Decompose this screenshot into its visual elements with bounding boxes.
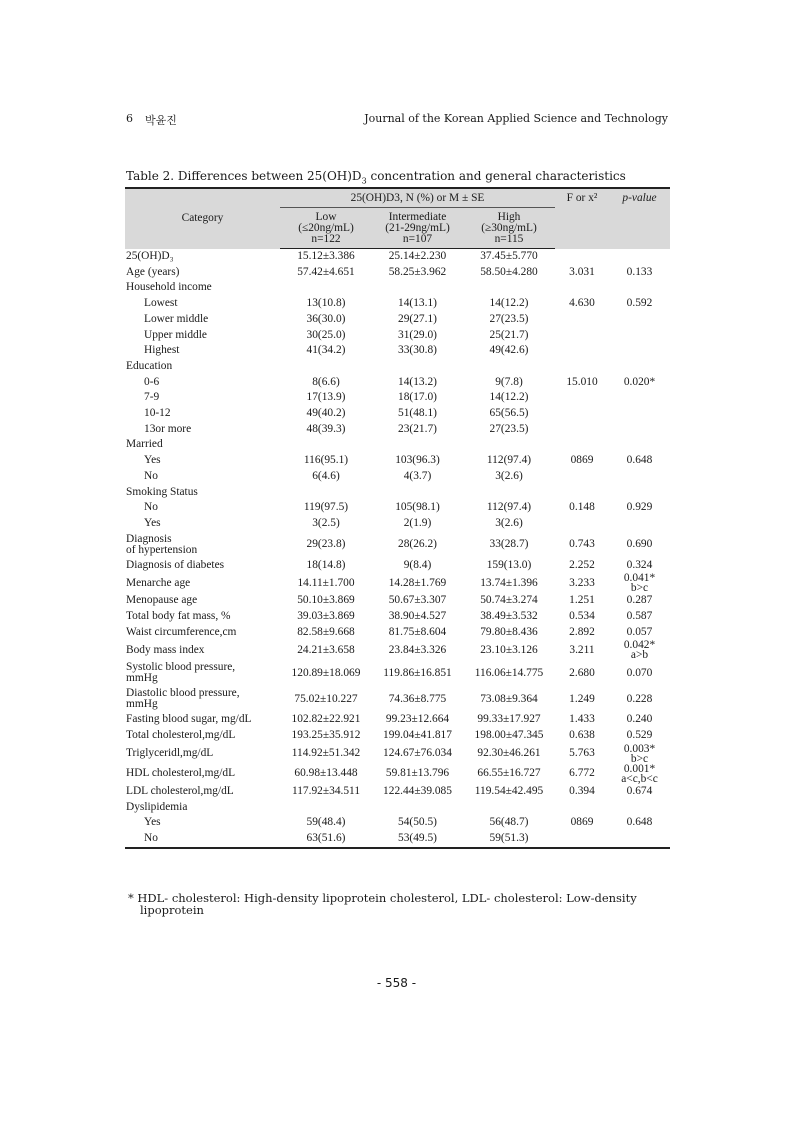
row-label: Lowest xyxy=(144,297,178,310)
cell-mid: 38.90±4.527 xyxy=(388,610,447,623)
cell-p xyxy=(609,312,670,328)
cell-p xyxy=(609,516,670,532)
cell-p xyxy=(609,485,670,501)
cell-mid: 119.86±16.851 xyxy=(383,666,452,679)
cell-high: 13.74±1.396 xyxy=(480,576,538,589)
cell-high: 56(48.7) xyxy=(489,816,529,829)
row-label: Triglyceridl,mg/dL xyxy=(126,747,214,760)
cell-high: 198.00±47.345 xyxy=(474,729,544,742)
cell-high: 14(12.2) xyxy=(489,297,529,310)
cell-high: 27(23.5) xyxy=(489,312,529,325)
cell-mid: 51(48.1) xyxy=(398,407,437,420)
table-row xyxy=(125,500,670,516)
cell-high: 25(21.7) xyxy=(489,328,529,341)
table-row xyxy=(125,573,670,593)
header-low: Low (≤20ng/mL) n=122 xyxy=(280,208,372,249)
cell-high xyxy=(463,485,555,501)
row-label: HDL cholesterol,mg/dL xyxy=(126,767,236,780)
cell-mid: 105(98.1) xyxy=(395,501,440,514)
cell-p: 0.057 xyxy=(626,625,653,638)
cell-mid: 58.25±3.962 xyxy=(388,265,447,278)
cell-low xyxy=(280,485,372,501)
cell-f xyxy=(555,328,609,344)
row-label: Diagnosis of hypertension xyxy=(126,532,198,556)
cell-p: 0.929 xyxy=(626,501,653,514)
cell-f: 15.010 xyxy=(566,375,598,388)
cell-p: 0.587 xyxy=(626,610,653,623)
cell-f xyxy=(555,516,609,532)
cell-f: 0869 xyxy=(570,454,594,467)
cell-mid: 23.84±3.326 xyxy=(388,643,447,656)
row-label: 7-9 xyxy=(144,391,160,404)
cell-low: 8(6.6) xyxy=(312,375,340,388)
cell-p: 0.648 xyxy=(626,816,653,829)
cell-low: 6(4.6) xyxy=(312,469,340,482)
cell-mid: 33(30.8) xyxy=(398,344,437,357)
cell-f: 1.249 xyxy=(569,692,595,705)
cell-low: 193.25±35.912 xyxy=(291,729,361,742)
cell-low: 30(25.0) xyxy=(306,328,346,341)
cell-mid: 14(13.2) xyxy=(398,375,437,388)
header-intermediate: Intermediate (21-29ng/mL) n=107 xyxy=(372,208,463,249)
table-row xyxy=(125,390,670,406)
cell-low: 82.58±9.668 xyxy=(297,625,355,638)
cell-mid: 54(50.5) xyxy=(398,816,437,829)
cell-mid: 23(21.7) xyxy=(398,422,437,435)
cell-p xyxy=(609,831,670,848)
row-label: Married xyxy=(126,438,163,451)
row-label: Total cholesterol,mg/dL xyxy=(126,729,236,742)
table-row xyxy=(125,265,670,281)
row-label: 25(OH)D₃ xyxy=(126,249,174,262)
table-row xyxy=(125,640,670,660)
cell-f xyxy=(555,831,609,848)
cell-mid: 81.75±8.604 xyxy=(388,625,447,638)
cell-p: 0.287 xyxy=(626,594,653,607)
table-row xyxy=(125,280,670,296)
table-row xyxy=(125,625,670,641)
cell-f xyxy=(555,422,609,438)
author-name: 박윤진 xyxy=(145,114,177,127)
cell-high: 14(12.2) xyxy=(489,391,529,404)
row-label: Systolic blood pressure, mmHg xyxy=(126,661,236,685)
cell-f: 4.630 xyxy=(569,297,595,310)
cell-high: 159(13.0) xyxy=(486,558,532,571)
cell-p: 0.133 xyxy=(626,265,653,278)
cell-high: 112(97.4) xyxy=(486,454,532,467)
cell-low: 50.10±3.869 xyxy=(297,594,355,607)
table-row xyxy=(125,516,670,532)
cell-high: 49(42.6) xyxy=(489,344,529,357)
cell-f: 2.252 xyxy=(569,558,595,571)
cell-f xyxy=(555,280,609,296)
cell-f xyxy=(555,249,609,265)
cell-mid: 59.81±13.796 xyxy=(385,767,450,780)
cell-p xyxy=(609,359,670,375)
cell-mid: 103(96.3) xyxy=(395,454,440,467)
table-row xyxy=(125,712,670,728)
cell-low: 14.11±1.700 xyxy=(297,576,355,589)
cell-high: 59(51.3) xyxy=(463,831,555,848)
cell-p: 0.070 xyxy=(626,666,653,679)
cell-f xyxy=(555,312,609,328)
cell-mid: 18(17.0) xyxy=(398,391,437,404)
cell-mid: 122.44±39.085 xyxy=(383,784,452,797)
cell-p: 0.001* a<c,b<c xyxy=(621,762,658,785)
footnote-line-2: lipoprotein xyxy=(140,903,204,917)
table-row xyxy=(125,660,670,686)
cell-p: 0.042* a>b xyxy=(623,639,656,662)
cell-low: 114.92±51.342 xyxy=(291,747,361,760)
cell-mid: 99.23±12.664 xyxy=(385,713,450,726)
cell-p: 0.020* xyxy=(623,375,656,388)
cell-low: 63(51.6) xyxy=(280,831,372,848)
cell-mid: 14.28±1.769 xyxy=(388,576,447,589)
cell-high: 3(2.6) xyxy=(495,516,523,529)
cell-low: 120.89±18.069 xyxy=(291,666,361,679)
row-label: Yes xyxy=(144,816,161,829)
table-footnote xyxy=(128,892,648,916)
cell-high: 65(56.5) xyxy=(489,407,529,420)
cell-f: 0.534 xyxy=(569,610,595,623)
cell-high: 50.74±3.274 xyxy=(480,594,538,607)
cell-f xyxy=(555,437,609,453)
cell-p: 0.529 xyxy=(626,729,653,742)
cell-mid: 50.67±3.307 xyxy=(388,594,447,607)
cell-low: 29(23.8) xyxy=(306,537,346,550)
cell-f: 0.394 xyxy=(569,784,595,797)
cell-high xyxy=(463,359,555,375)
cell-low: 41(34.2) xyxy=(306,344,346,357)
table-row xyxy=(125,800,670,816)
cell-high xyxy=(463,280,555,296)
cell-mid: 2(1.9) xyxy=(403,516,432,529)
cell-f: 0869 xyxy=(570,816,594,829)
cell-low: 116(95.1) xyxy=(303,454,349,467)
header-group: 25(OH)D3, N (%) or M ± SE xyxy=(280,188,555,208)
cell-mid: 4(3.7) xyxy=(403,469,432,482)
cell-p: 0.674 xyxy=(626,784,653,797)
table-row xyxy=(125,485,670,501)
cell-high: 27(23.5) xyxy=(489,422,529,435)
row-label: Fasting blood sugar, mg/dL xyxy=(126,713,252,726)
table-row xyxy=(125,406,670,422)
cell-low: 102.82±22.921 xyxy=(291,713,361,726)
table-row xyxy=(125,609,670,625)
cell-p xyxy=(609,390,670,406)
cell-high xyxy=(463,437,555,453)
cell-low: 3(2.5) xyxy=(312,516,340,529)
table-row xyxy=(125,328,670,344)
characteristics-table xyxy=(125,187,670,849)
table-row xyxy=(125,437,670,453)
cell-p xyxy=(609,328,670,344)
row-label: Diagnosis of diabetes xyxy=(126,558,225,571)
row-label: Menopause age xyxy=(126,594,198,607)
cell-p: 0.240 xyxy=(626,713,653,726)
cell-low xyxy=(280,437,372,453)
cell-low: 117.92±34.511 xyxy=(291,784,361,797)
cell-f: 5.763 xyxy=(569,747,595,760)
table-row xyxy=(125,784,670,800)
cell-f xyxy=(555,485,609,501)
cell-high: 92.30±46.261 xyxy=(477,747,541,760)
cell-mid: 199.04±41.817 xyxy=(383,729,452,742)
table-row xyxy=(125,728,670,744)
cell-f xyxy=(555,343,609,359)
cell-low xyxy=(280,359,372,375)
cell-f: 3.211 xyxy=(569,643,595,656)
cell-high: 119.54±42.495 xyxy=(474,784,544,797)
cell-high: 38.49±3.532 xyxy=(480,610,538,623)
cell-mid: 25.14±2.230 xyxy=(388,250,447,262)
cell-p: 0.592 xyxy=(626,297,653,310)
journal-title: Journal of the Korean Applied Science and Technology xyxy=(364,112,668,125)
cell-mid: 124.67±76.034 xyxy=(383,747,452,760)
cell-low: 13(10.8) xyxy=(306,297,346,310)
cell-low xyxy=(280,280,372,296)
cell-low: 60.98±13.448 xyxy=(294,767,358,780)
cell-low: 24.21±3.658 xyxy=(297,643,355,656)
cell-low: 15.12±3.386 xyxy=(297,250,355,262)
row-label: 13or more xyxy=(144,422,192,435)
row-label: Menarche age xyxy=(126,576,191,589)
cell-low: 48(39.3) xyxy=(306,422,346,435)
cell-low: 49(40.2) xyxy=(306,407,346,420)
cell-p: 0.648 xyxy=(626,454,653,467)
row-label: Yes xyxy=(144,516,161,529)
cell-high: 58.50±4.280 xyxy=(480,265,538,278)
cell-f: 1.433 xyxy=(569,713,595,726)
cell-high: 116.06±14.775 xyxy=(474,666,544,679)
cell-p: 0.324 xyxy=(626,558,653,571)
row-label: Total body fat mass, % xyxy=(126,610,231,623)
cell-low: 17(13.9) xyxy=(306,391,346,404)
cell-mid xyxy=(372,280,463,296)
table-row xyxy=(125,453,670,469)
cell-mid xyxy=(372,485,463,501)
footnote-line-1: * HDL- cholesterol: High-density lipoprotein cholesterol, LDL- cholesterol: Low-density xyxy=(128,891,637,905)
table-row xyxy=(125,532,670,558)
cell-p xyxy=(609,343,670,359)
page-number: 6 xyxy=(126,112,133,125)
cell-mid: 53(49.5) xyxy=(372,831,463,848)
row-label: Age (years) xyxy=(126,265,180,278)
row-label: Upper middle xyxy=(144,328,207,341)
table-row xyxy=(125,375,670,391)
cell-low: 119(97.5) xyxy=(303,501,349,514)
row-label: No xyxy=(144,469,158,482)
cell-p xyxy=(609,422,670,438)
cell-mid xyxy=(372,437,463,453)
cell-high: 9(7.8) xyxy=(495,375,523,388)
table-row xyxy=(125,296,670,312)
cell-mid: 14(13.1) xyxy=(398,297,437,310)
table-row xyxy=(125,815,670,831)
cell-mid: 29(27.1) xyxy=(398,312,437,325)
cell-high: 23.10±3.126 xyxy=(480,643,538,656)
table-row xyxy=(125,359,670,375)
cell-p xyxy=(609,406,670,422)
cell-p xyxy=(609,469,670,485)
cell-low: 57.42±4.651 xyxy=(297,265,355,278)
table-row xyxy=(125,312,670,328)
cell-f: 0.743 xyxy=(569,537,595,550)
cell-p xyxy=(609,437,670,453)
cell-f: 0.148 xyxy=(569,501,595,514)
cell-f xyxy=(555,359,609,375)
cell-high: 79.80±8.436 xyxy=(480,625,538,638)
cell-f: 1.251 xyxy=(569,594,595,607)
header-category: Category xyxy=(125,188,280,249)
cell-p xyxy=(609,280,670,296)
row-label: Waist circumference,cm xyxy=(126,625,237,638)
cell-high: 99.33±17.927 xyxy=(477,713,541,726)
cell-mid xyxy=(372,359,463,375)
cell-low: 75.02±10.227 xyxy=(294,692,358,705)
cell-f: 6.772 xyxy=(569,767,595,780)
cell-low: 59(48.4) xyxy=(306,816,346,829)
row-label: Diastolic blood pressure, mmHg xyxy=(126,687,240,711)
cell-p: 0.003* b>c xyxy=(623,742,656,765)
cell-f: 2.680 xyxy=(569,666,595,679)
table-row xyxy=(125,744,670,764)
cell-high: 37.45±5.770 xyxy=(480,250,538,262)
cell-f: 3.031 xyxy=(569,265,595,278)
cell-f xyxy=(555,390,609,406)
table-row xyxy=(125,422,670,438)
table-caption xyxy=(126,169,626,185)
cell-high: 73.08±9.364 xyxy=(480,692,538,705)
cell-p xyxy=(609,800,670,816)
cell-f xyxy=(555,469,609,485)
cell-mid: 31(29.0) xyxy=(398,328,437,341)
table-row xyxy=(125,593,670,609)
cell-p: 0.228 xyxy=(626,692,653,705)
row-label: Lower middle xyxy=(144,312,209,325)
cell-low: 18(14.8) xyxy=(306,558,346,571)
row-label: Highest xyxy=(144,344,180,357)
cell-low: 39.03±3.869 xyxy=(297,610,355,623)
row-label: Body mass index xyxy=(126,643,205,656)
row-label: Dyslipidemia xyxy=(126,800,188,813)
row-label: LDL cholesterol,mg/dL xyxy=(126,784,234,797)
table-row xyxy=(125,343,670,359)
row-label: Household income xyxy=(126,281,212,294)
table-row xyxy=(125,558,670,574)
row-label: 0-6 xyxy=(144,375,160,388)
table-row xyxy=(125,831,670,848)
cell-mid: 28(26.2) xyxy=(398,537,437,550)
caption-prefix: Table 2. Differences between 25(OH)D xyxy=(126,169,362,183)
cell-high: 66.55±16.727 xyxy=(477,767,541,780)
table-row xyxy=(125,249,670,265)
cell-low xyxy=(280,800,372,816)
header-high: High (≥30ng/mL) n=115 xyxy=(463,208,555,249)
cell-f: 0.638 xyxy=(569,729,595,742)
cell-f xyxy=(555,800,609,816)
table-row xyxy=(125,469,670,485)
row-label: Smoking Status xyxy=(126,485,198,498)
cell-mid: 74.36±8.775 xyxy=(388,692,447,705)
cell-low: 36(30.0) xyxy=(306,312,346,325)
row-label: 10-12 xyxy=(144,407,171,420)
row-label: Yes xyxy=(144,454,161,467)
cell-f: 2.892 xyxy=(569,625,595,638)
cell-high: 33(28.7) xyxy=(489,537,529,550)
cell-high: 112(97.4) xyxy=(486,501,532,514)
row-label: No xyxy=(125,831,280,848)
caption-suffix: concentration and general characteristics xyxy=(366,169,626,183)
cell-p xyxy=(609,249,670,265)
row-label: No xyxy=(144,501,158,514)
header-p: p-value xyxy=(609,188,670,249)
cell-mid: 9(8.4) xyxy=(403,558,432,571)
page-footer: - 558 - xyxy=(376,976,417,990)
caption-sub: 3 xyxy=(361,176,367,186)
table-row xyxy=(125,686,670,712)
cell-high: 3(2.6) xyxy=(495,469,523,482)
cell-mid xyxy=(372,800,463,816)
header-f: F or x² xyxy=(555,188,609,249)
cell-p: 0.690 xyxy=(626,537,653,550)
table-row xyxy=(125,764,670,784)
cell-f: 3.233 xyxy=(569,576,595,589)
cell-high xyxy=(463,800,555,816)
cell-f xyxy=(555,406,609,422)
row-label: Education xyxy=(126,359,173,372)
cell-p: 0.041* b>c xyxy=(623,572,656,595)
